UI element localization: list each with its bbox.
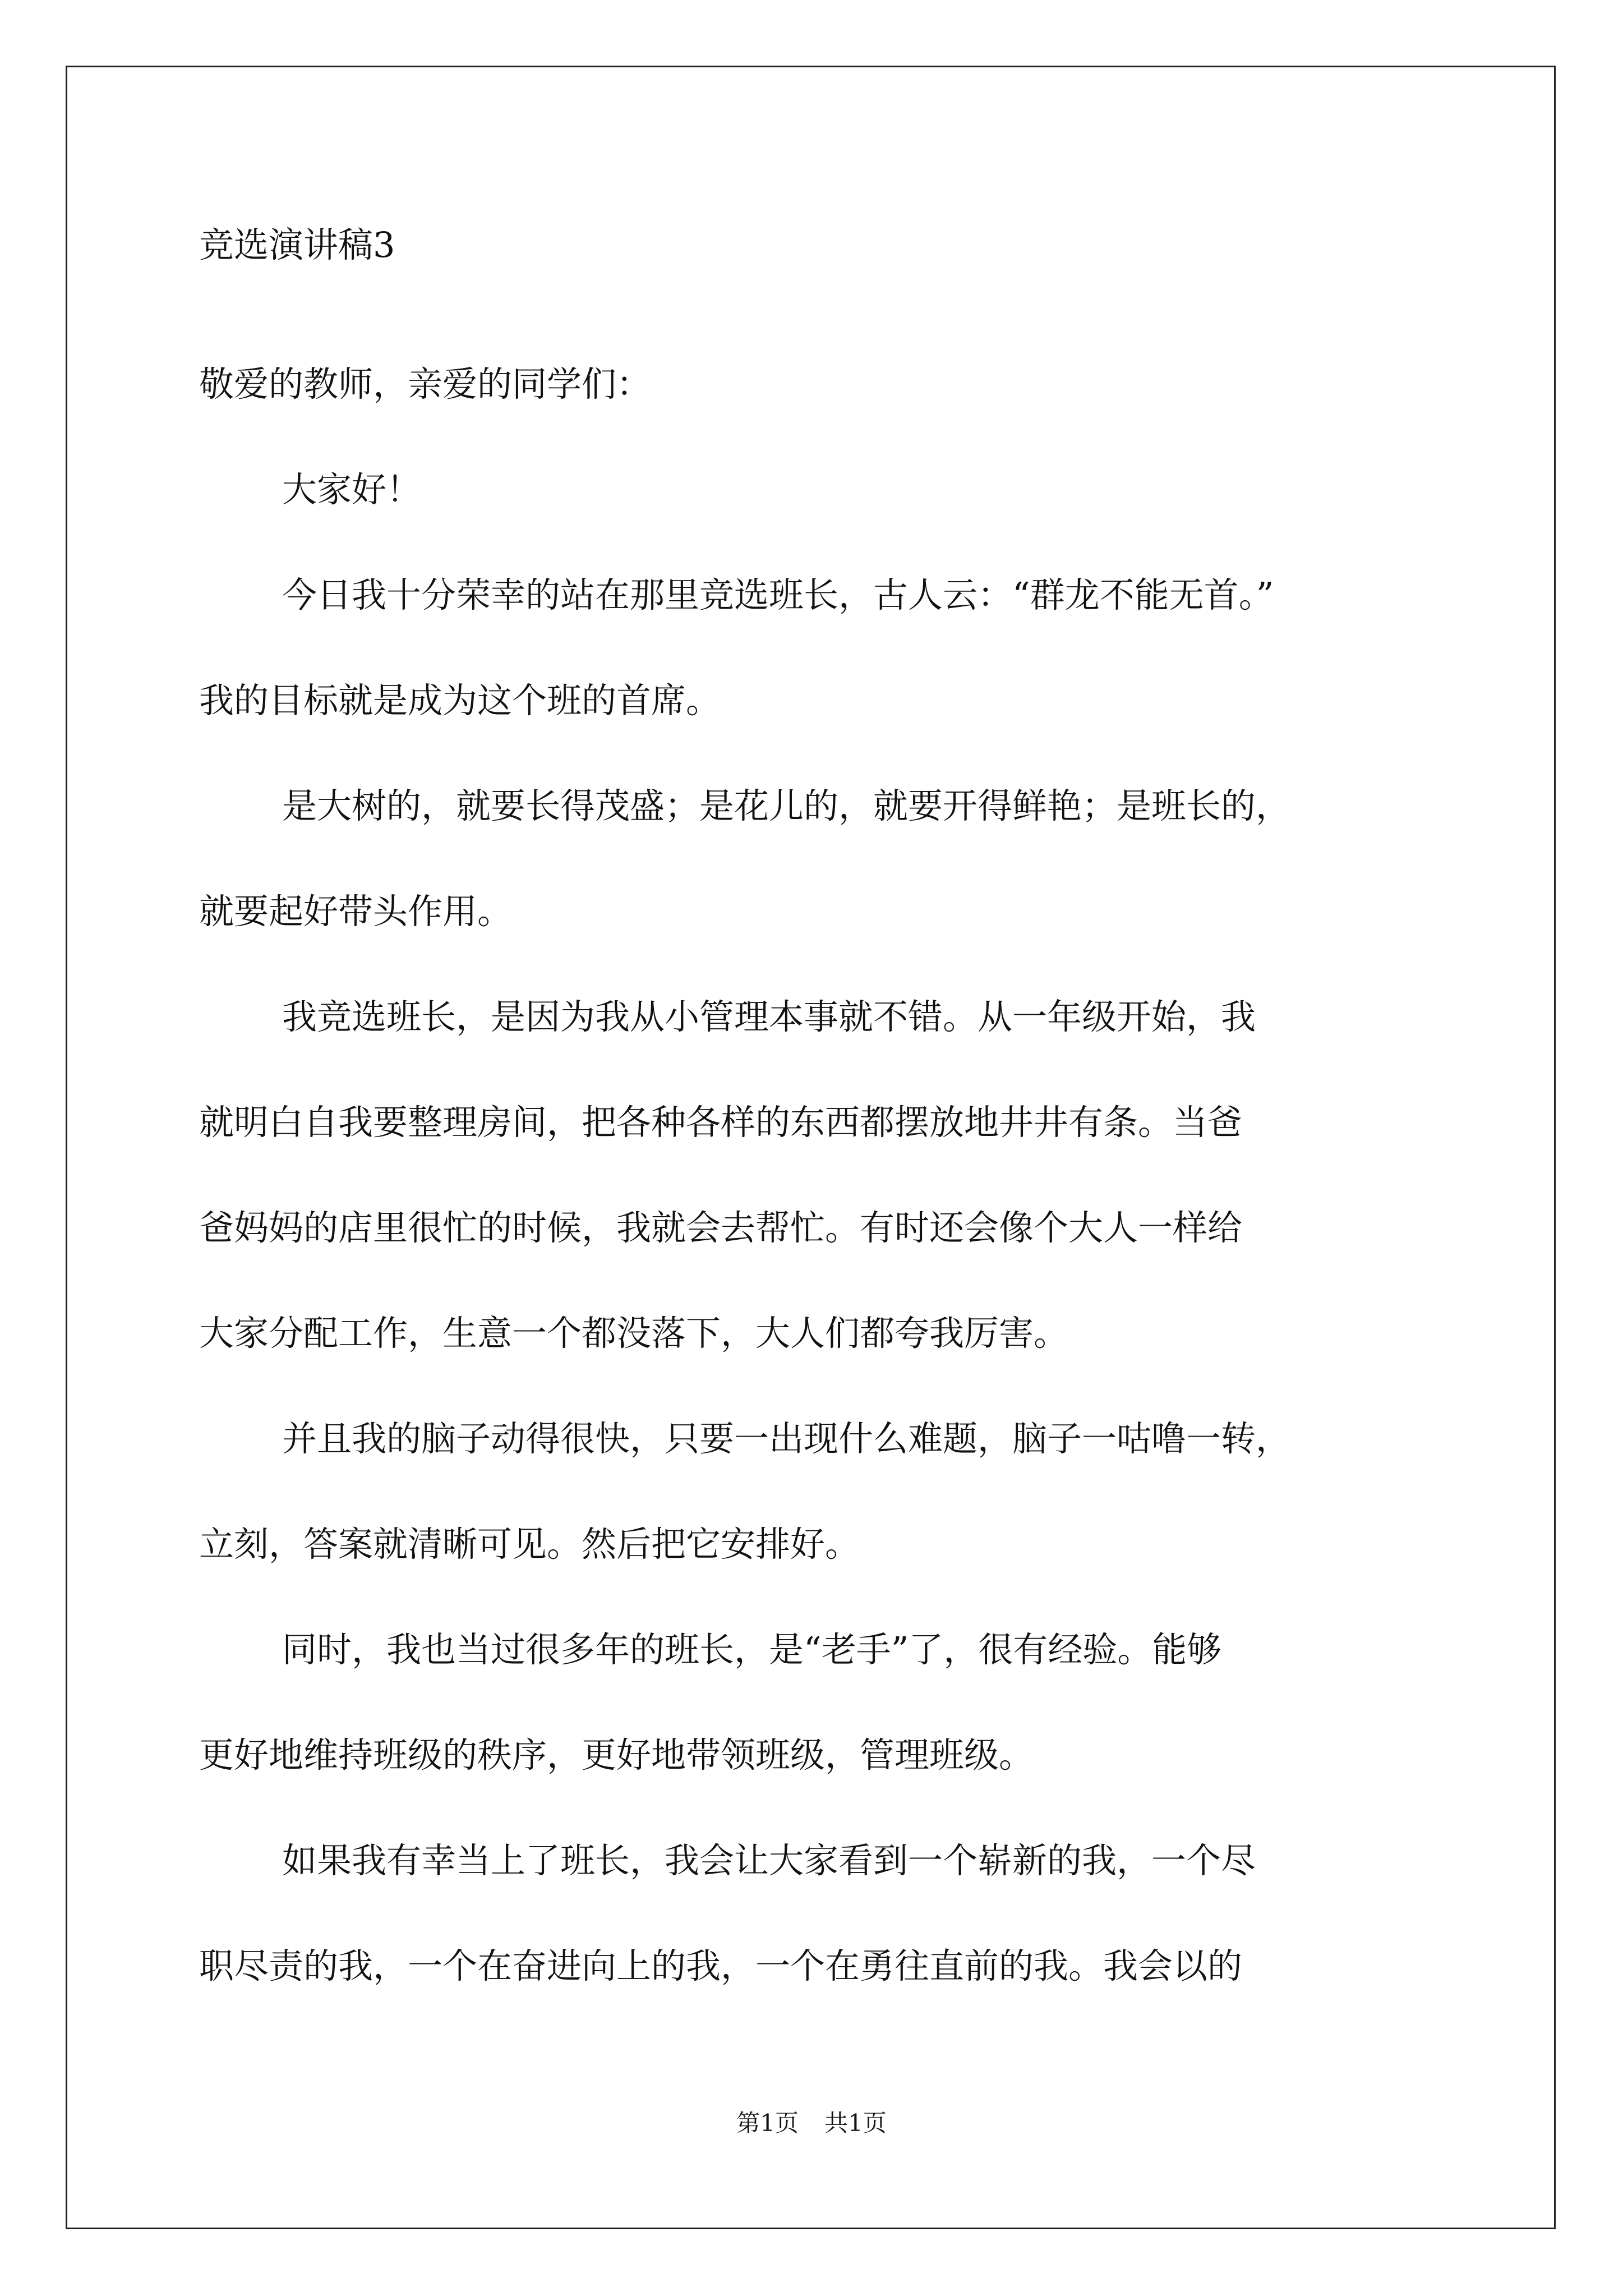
paragraph-4 (199, 1386, 1433, 1597)
salutation-line: 敬爱的教师，亲爱的同学们： (199, 364, 652, 404)
paragraph-line: 同时，我也当过很多年的班长，是“老手”了，很有经验。能够 (282, 1629, 1222, 1670)
page-number-total: 共1页 (824, 2109, 887, 2137)
paragraph-1 (199, 542, 1433, 753)
document-body (199, 224, 1433, 2019)
greeting-line: 大家好！ (282, 469, 422, 510)
paragraph-line: 并且我的脑子动得很快，只要一出现什么难题，脑子一咕噜一转， (282, 1418, 1291, 1459)
paragraph-6 (199, 1808, 1433, 2019)
greeting (199, 437, 1433, 542)
document-title: 竞选演讲稿3 (199, 224, 395, 265)
paragraph-line: 今日我十分荣幸的站在那里竞选班长，古人云：“群龙不能无首。” (282, 574, 1274, 615)
paragraph-line: 就明白自我要整理房间，把各种各样的东西都摆放地井井有条。当爸 (199, 1102, 1243, 1143)
paragraph-line: 爸妈妈的店里很忙的时候，我就会去帮忙。有时还会像个大人一样给 (199, 1207, 1243, 1248)
paragraph-line: 就要起好带头作用。 (199, 891, 513, 932)
paragraph-2 (199, 753, 1433, 964)
page-footer (0, 2109, 1623, 2137)
paragraph-line: 是大树的，就要长得茂盛；是花儿的，就要开得鲜艳；是班长的， (282, 785, 1291, 826)
paragraph-line: 职尽责的我，一个在奋进向上的我，一个在勇往直前的我。我会以的 (199, 1945, 1243, 1986)
paragraph-line: 我的目标就是成为这个班的首席。 (199, 680, 721, 721)
paragraph-line: 立刻，答案就清晰可见。然后把它安排好。 (199, 1524, 860, 1565)
paragraph-3 (199, 964, 1433, 1386)
paragraph-5 (199, 1597, 1433, 1808)
paragraph-line: 我竞选班长，是因为我从小管理本事就不错。从一年级开始，我 (282, 996, 1256, 1037)
page-number-current: 第1页 (736, 2109, 799, 2137)
paragraph-line: 更好地维持班级的秩序，更好地带领班级，管理班级。 (199, 1734, 1034, 1775)
paragraph-line: 大家分配工作，生意一个都没落下，大人们都夸我厉害。 (199, 1313, 1069, 1354)
salutation (199, 332, 1433, 437)
paragraph-line: 如果我有幸当上了班长，我会让大家看到一个崭新的我，一个尽 (282, 1840, 1256, 1881)
